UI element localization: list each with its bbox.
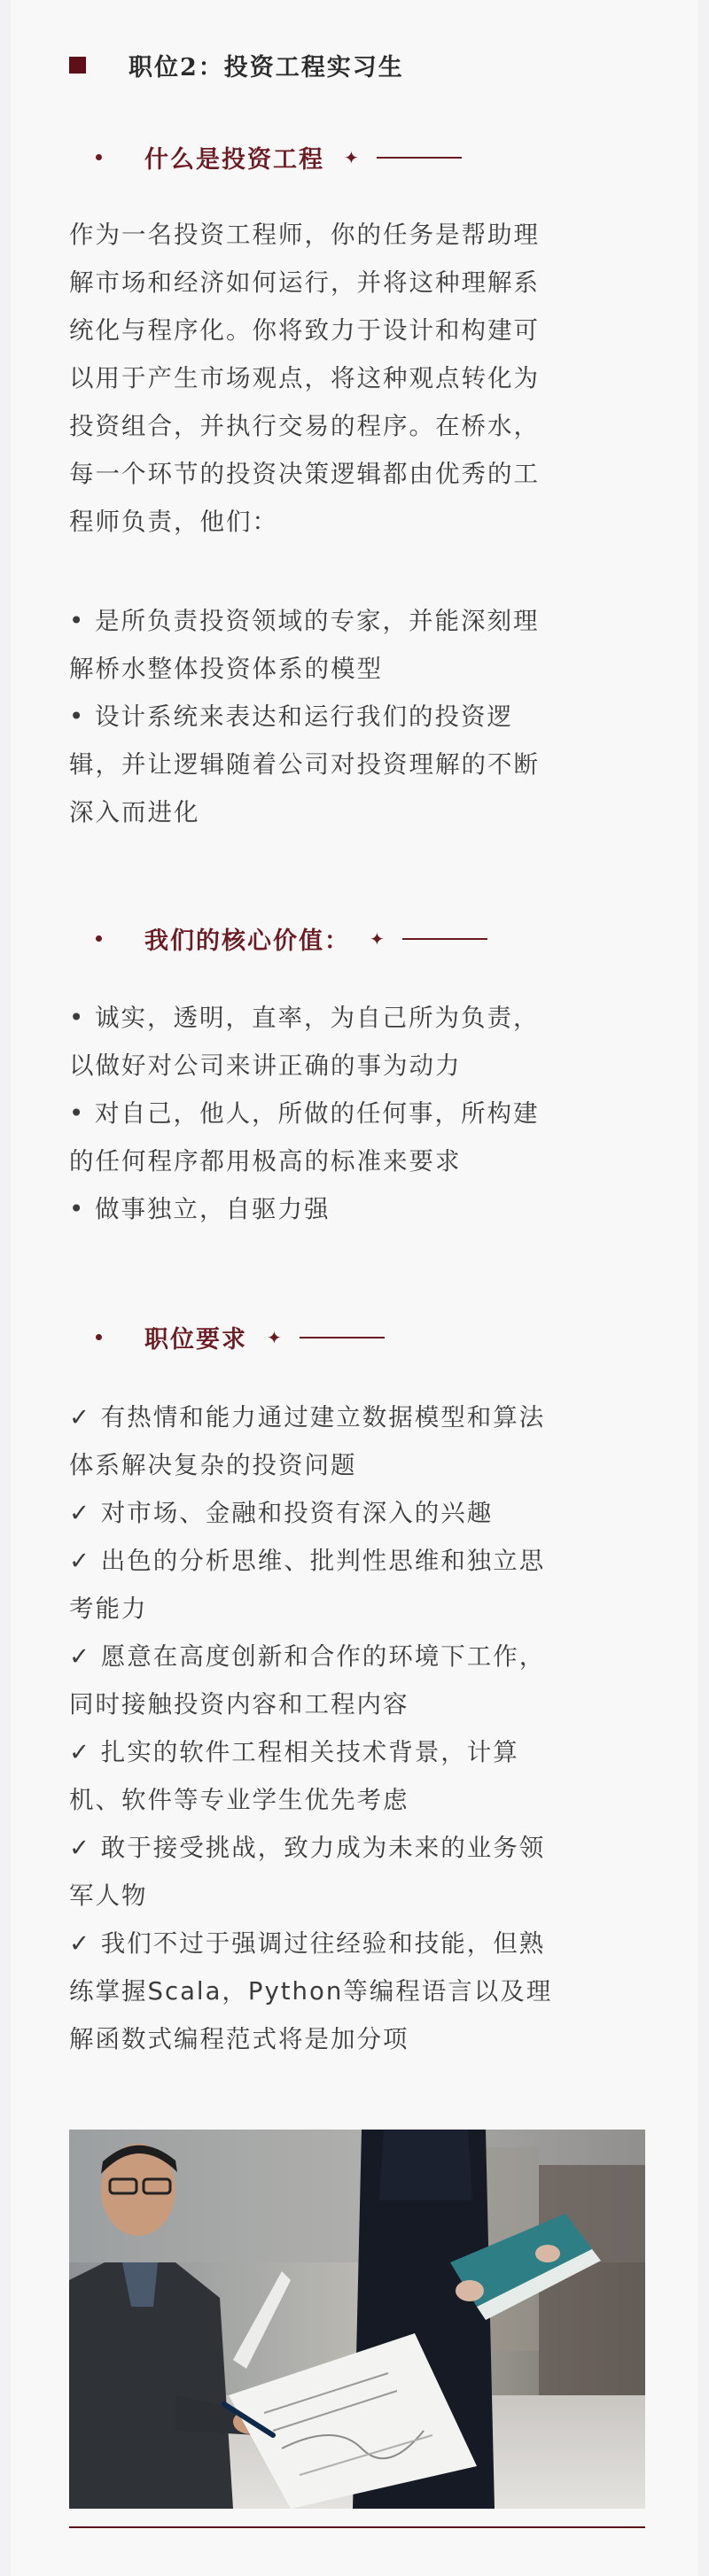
- intro-paragraph: [69, 211, 643, 546]
- requirements-list: [69, 1393, 643, 2063]
- star-icon: ✦: [370, 927, 385, 950]
- text-line: 每一个环节的投资决策逻辑都由优秀的工: [69, 460, 540, 488]
- bottom-divider: [69, 2526, 645, 2528]
- list-item: 体系解决复杂的投资问题: [69, 1451, 357, 1479]
- list-item: • 做事独立，自驱力强: [69, 1195, 331, 1223]
- list-item: 机、软件等专业学生优先考虑: [69, 1786, 409, 1814]
- section-title: 职位要求: [144, 1326, 247, 1354]
- list-item: 的任何程序都用极高的标准来要求: [69, 1147, 462, 1175]
- list-item: • 对自己，他人，所做的任何事，所构建: [69, 1099, 540, 1128]
- text-line: 统化与程序化。你将致力于设计和构建可: [69, 316, 540, 345]
- dot-bullet-icon: [96, 154, 102, 160]
- star-icon: ✦: [267, 1326, 282, 1348]
- list-item: ✓ 扎实的软件工程相关技术背景，计算: [69, 1738, 519, 1766]
- dot-bullet-icon: [96, 935, 102, 942]
- office-meeting-photo: [69, 2130, 645, 2509]
- core-values-list: [69, 994, 643, 1233]
- list-item: 辑，并让逻辑随着公司对投资理解的不断: [69, 750, 540, 779]
- list-item: ✓ 有热情和能力通过建立数据模型和算法: [69, 1403, 546, 1432]
- list-item: 解桥水整体投资体系的模型: [69, 655, 383, 683]
- list-item: 以做好对公司来讲正确的事为动力: [69, 1051, 462, 1080]
- heading-divider: [402, 938, 487, 940]
- list-item: 深入而进化: [69, 798, 200, 826]
- dot-bullet-icon: [96, 1334, 102, 1340]
- engineer-duties-list: [69, 597, 643, 836]
- section-heading-requirements: [96, 1320, 385, 1354]
- list-item: 同时接触投资内容和工程内容: [69, 1690, 409, 1719]
- heading-divider: [300, 1337, 385, 1338]
- text-line: 程师负责，他们：: [69, 508, 278, 536]
- list-item: ✓ 愿意在高度创新和合作的环境下工作，: [69, 1642, 546, 1671]
- list-item: 解函数式编程范式将是加分项: [69, 2025, 409, 2053]
- list-item: • 诚实，透明，直率，为自己所为负责，: [69, 1004, 540, 1032]
- list-item: ✓ 出色的分析思维、批判性思维和独立思: [69, 1547, 546, 1575]
- job-title: 职位2：投资工程实习生: [129, 54, 404, 81]
- star-icon: ✦: [344, 146, 359, 168]
- section-heading-core-values: [96, 921, 487, 956]
- article-page: [11, 0, 698, 2576]
- section-title: 什么是投资工程: [144, 146, 324, 174]
- list-item: • 设计系统来表达和运行我们的投资逻: [69, 702, 513, 731]
- list-item: 练掌握Scala，Python等编程语言以及理: [69, 1977, 553, 2006]
- list-item: ✓ 我们不过于强调过往经验和技能，但熟: [69, 1929, 546, 1958]
- section-heading-investment-engineering: [96, 140, 462, 175]
- list-item: ✓ 对市场、金融和投资有深入的兴趣: [69, 1499, 494, 1527]
- list-item: ✓ 敢于接受挑战，致力成为未来的业务领: [69, 1834, 546, 1862]
- square-bullet-icon: [69, 57, 86, 74]
- list-item: 军人物: [69, 1882, 148, 1910]
- section-title: 我们的核心价值：: [144, 927, 350, 955]
- text-line: 作为一名投资工程师，你的任务是帮助理: [69, 221, 540, 249]
- list-item: • 是所负责投资领域的专家，并能深刻理: [69, 607, 540, 635]
- text-line: 以用于产生市场观点，将这种观点转化为: [69, 364, 540, 392]
- heading-divider: [377, 157, 462, 159]
- job-header: [69, 48, 404, 82]
- text-line: 投资组合，并执行交易的程序。在桥水，: [69, 412, 540, 440]
- list-item: 考能力: [69, 1594, 148, 1623]
- text-line: 解市场和经济如何运行，并将这种理解系: [69, 268, 540, 297]
